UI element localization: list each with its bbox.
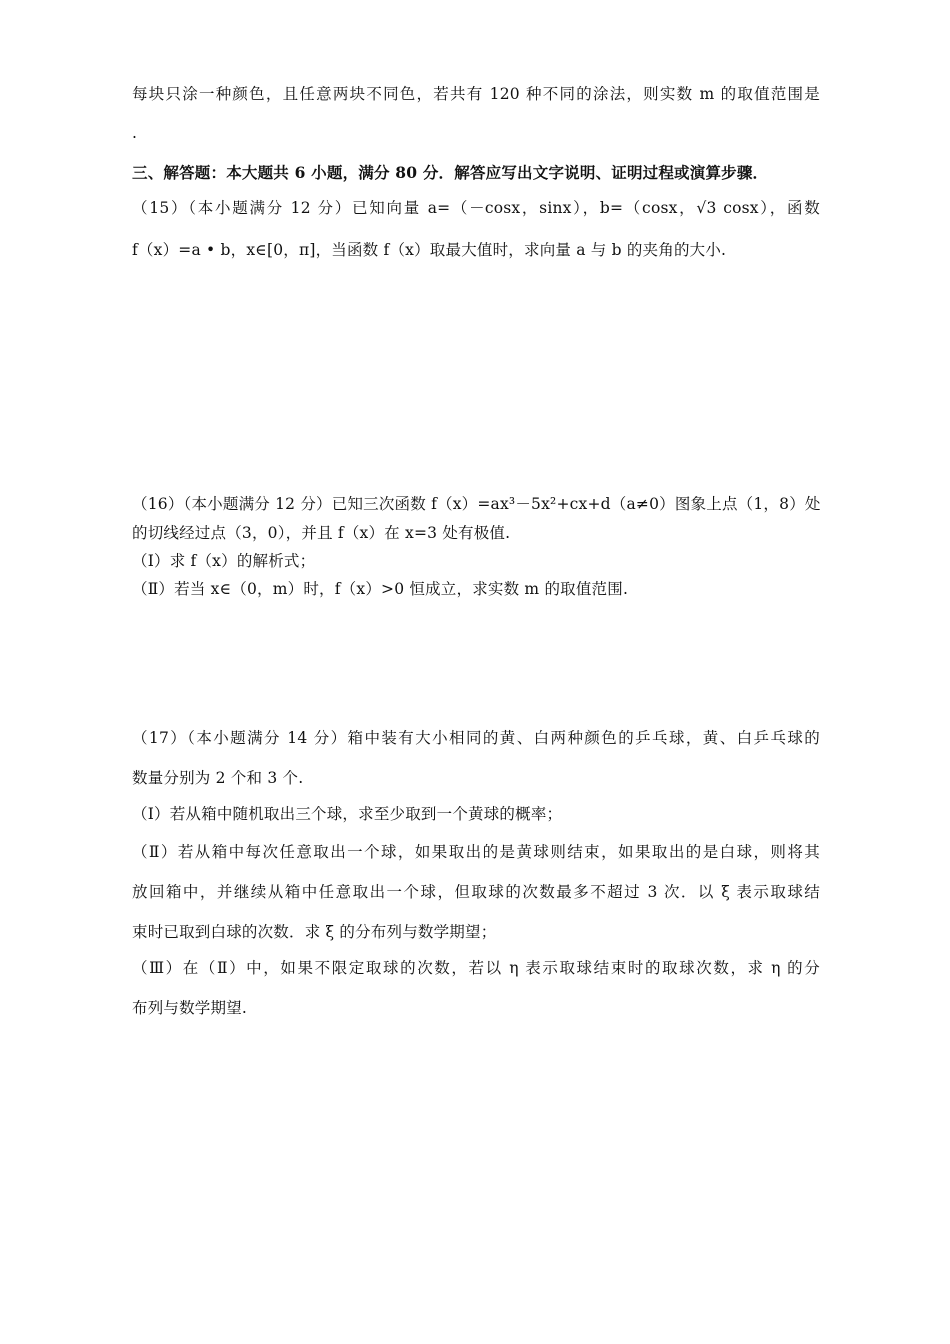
q17-part-2-line-2: 放回箱中，并继续从箱中任意取出一个球，但取球的次数最多不超过 3 次．以 ξ 表示取球结 (132, 883, 820, 901)
carryover-line-1: 每块只涂一种颜色，且任意两块不同色，若共有 120 种不同的涂法，则实数 m 的取值范围是 (132, 85, 820, 103)
q16-line-2: 的切线经过点（3，0），并且 f（x）在 x=3 处有极值. (132, 524, 511, 542)
q17-part-2-line-1: （Ⅱ）若从箱中每次任意取出一个球，如果取出的是黄球则结束，如果取出的是白球，则将其 (132, 843, 820, 861)
q16-line-1: （16）（本小题满分 12 分）已知三次函数 f（x）=ax³－5x²+cx+d（a≠0）图象上点（1，8）处 (132, 495, 821, 513)
q17-part-2-line-3: 束时已取到白球的次数．求 ξ 的分布列与数学期望； (132, 923, 497, 941)
q15-line-1: （15）（本小题满分 12 分）已知向量 a=（－cosx，sinx），b=（cosx，√3 cosx），函数 (132, 199, 820, 217)
q16-part-1: （Ⅰ）求 f（x）的解析式； (132, 552, 316, 570)
q16-part-2: （Ⅱ）若当 x∈（0，m）时，f（x）>0 恒成立，求实数 m 的取值范围. (132, 580, 629, 598)
q17-part-3-line-2: 布列与数学期望. (132, 999, 248, 1017)
q17-line-1: （17）（本小题满分 14 分）箱中装有大小相同的黄、白两种颜色的乒乓球，黄、白乒乓球的 (132, 729, 820, 747)
q15-line-2: f（x）=a • b，x∈[0，π]，当函数 f（x）取最大值时，求向量 a 与 b 的夹角的大小. (132, 241, 727, 259)
section-3-heading: 三、解答题：本大题共 6 小题，满分 80 分．解答应写出文字说明、证明过程或演算步骤． (132, 163, 769, 182)
q17-part-3-line-1: （Ⅲ）在（Ⅱ）中，如果不限定取球的次数，若以 η 表示取球结束时的取球次数，求 η 的分 (132, 959, 820, 977)
carryover-line-2: . (132, 124, 138, 142)
q17-part-1: （Ⅰ）若从箱中随机取出三个球，求至少取到一个黄球的概率； (132, 805, 563, 823)
q17-line-2: 数量分别为 2 个和 3 个. (132, 769, 304, 787)
